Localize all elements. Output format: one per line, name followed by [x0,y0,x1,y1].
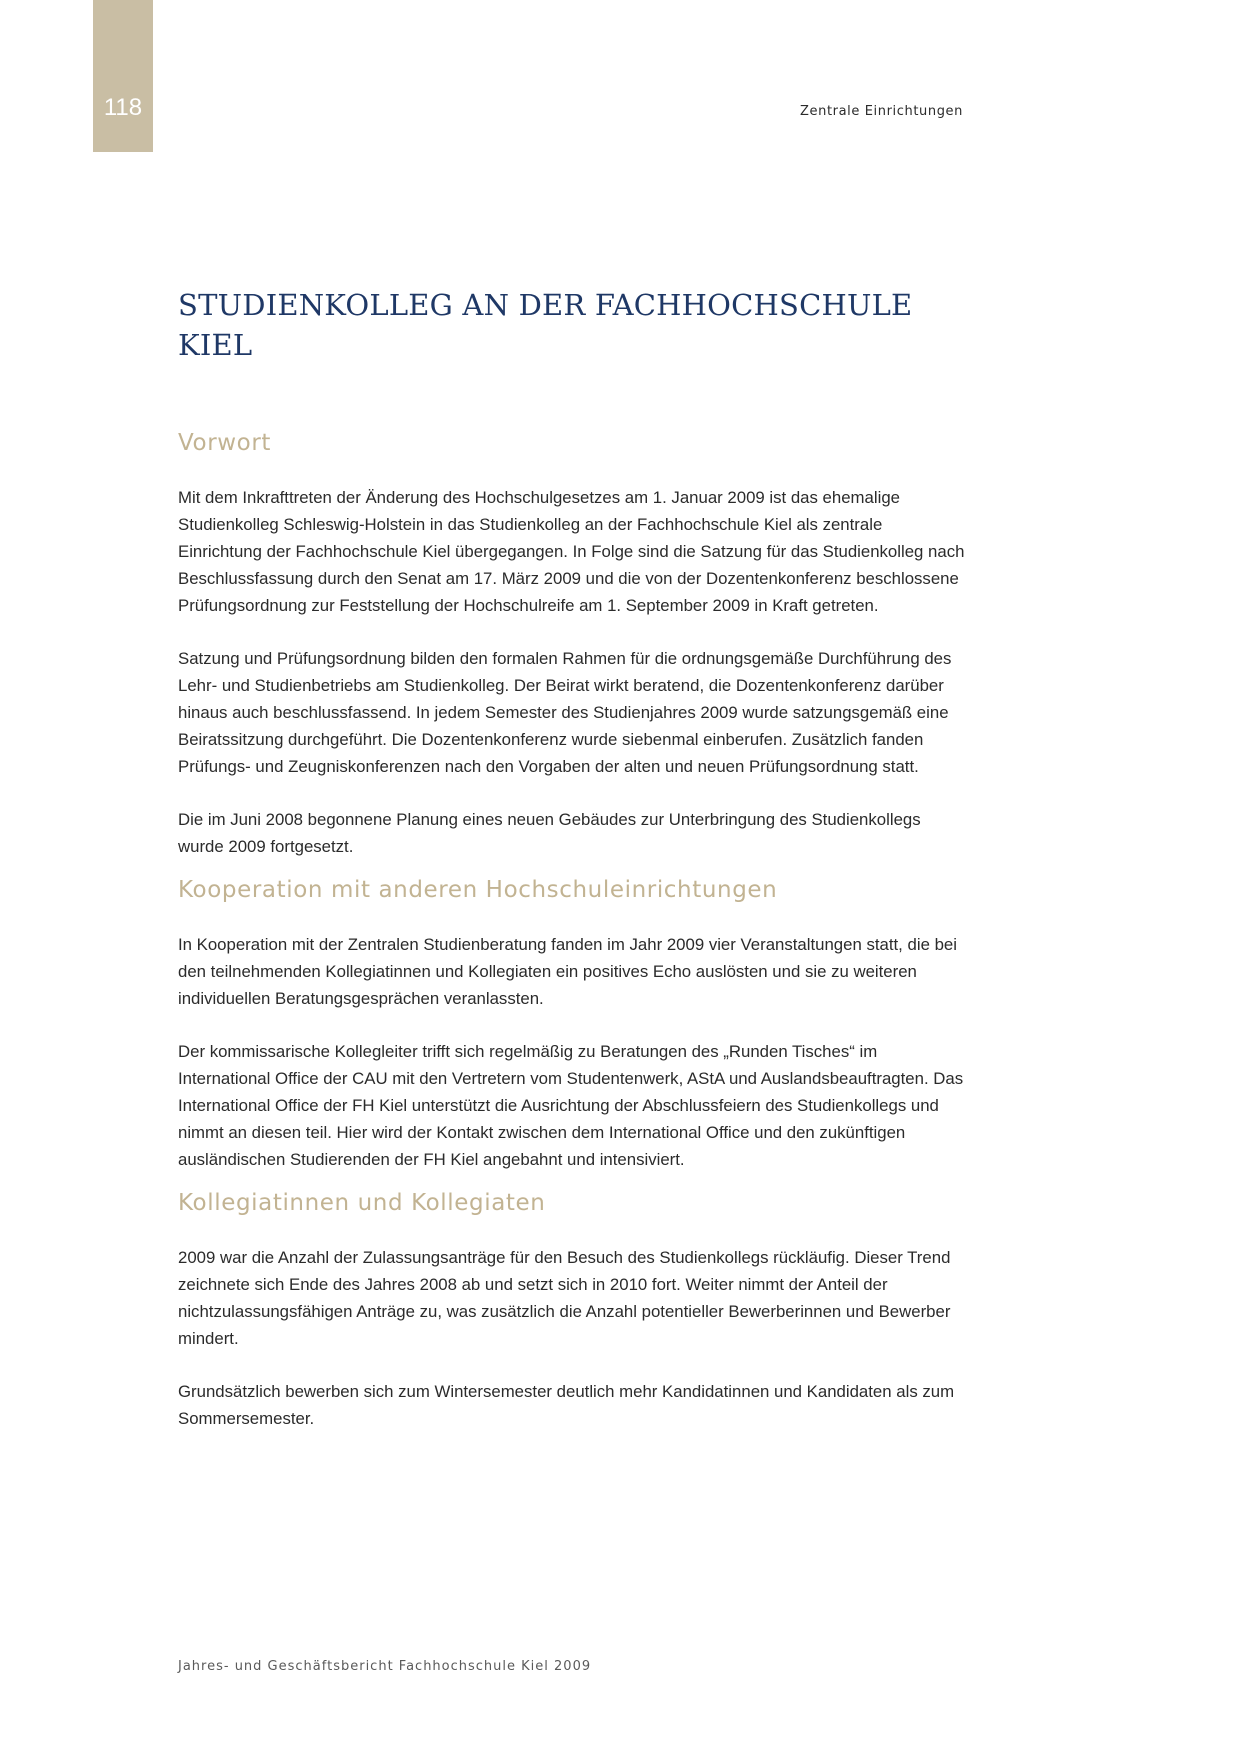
paragraph: Grundsätzlich bewerben sich zum Wintersemester deutlich mehr Kandidatinnen und Kandidaten als zum Sommersemester. [178,1382,955,1428]
page-footer: Jahres- und Geschäftsbericht Fachhochschule Kiel 2009 [178,1659,592,1674]
page-number: 118 [103,94,143,121]
paragraph: 2009 war die Anzahl der Zulassungsanträge für den Besuch des Studienkollegs rückläufig. Dieser Trend zeichnete sich Ende des Jahres 2008 ab und setzt sich in 2010 fort. Weiter nimmt der Anteil der nichtzulassungsfähigen Anträge zu, was zusätzlich die Anzahl potentieller Bewerberinnen und Bewerber mindert. [178,1248,951,1348]
paragraph: Satzung und Prüfungsordnung bilden den formalen Rahmen für die ordnungsgemäße Durchführung des Lehr- und Studienbetriebs am Studienkolleg. Der Beirat wirkt beratend, die Dozentenkonferenz darüber hinaus auch beschlussfassend. In jedem Semester des Studienjahres 2009 wurde satzungsgemäß eine Beiratssitzung durchgeführt. Die Dozentenkonferenz wurde siebenmal einberufen. Zusätzlich fanden Prüfungs- und Zeugniskonferenzen nach den Vorgaben der alten und neuen Prüfungsordnung statt. [178,649,952,776]
page-number-tab [93,0,153,152]
paragraph: Die im Juni 2008 begonnene Planung eines neuen Gebäudes zur Unterbringung des Studienkollegs wurde 2009 fortgesetzt. [178,810,921,856]
main-content [178,285,968,1432]
paragraph: Mit dem Inkrafttreten der Änderung des Hochschulgesetzes am 1. Januar 2009 ist das ehemalige Studienkolleg Schleswig-Holstein in das Studienkolleg an der Fachhochschule Kiel als zentrale Einrichtung der Fachhochschule Kiel übergegangen. In Folge sind die Satzung für das Studienkolleg nach Beschlussfassung durch den Senat am 17. März 2009 und die von der Dozentenkonferenz beschlossene Prüfungsordnung zur Feststellung der Hochschulreife am 1. September 2009 in Kraft getreten. [178,488,965,615]
page-title: STUDIENKOLLEG AN DER FACHHOCHSCHULE KIEL [178,288,913,362]
section-heading-kooperation: Kooperation mit anderen Hochschuleinrichtungen [178,877,778,903]
paragraph: In Kooperation mit der Zentralen Studienberatung fanden im Jahr 2009 vier Veranstaltungen statt, die bei den teilnehmenden Kollegiatinnen und Kollegiaten ein positives Echo auslösten und sie zu weiteren individuellen Beratungsgesprächen veranlassten. [178,935,957,1008]
paragraph: Der kommissarische Kollegleiter trifft sich regelmäßig zu Beratungen des „Runden Tisches“ im International Office der CAU mit den Vertretern vom Studentenwerk, AStA und Auslandsbeauftragten. Das International Office der FH Kiel unterstützt die Ausrichtung der Abschlussfeiern des Studienkollegs und nimmt an diesen teil. Hier wird der Kontakt zwischen dem International Office und den zukünftigen ausländischen Studierenden der FH Kiel angebahnt und intensiviert. [178,1042,964,1169]
running-header: Zentrale Einrichtungen [800,104,963,119]
section-heading-kollegiaten: Kollegiatinnen und Kollegiaten [178,1190,546,1216]
section-heading-vorwort: Vorwort [178,430,272,456]
